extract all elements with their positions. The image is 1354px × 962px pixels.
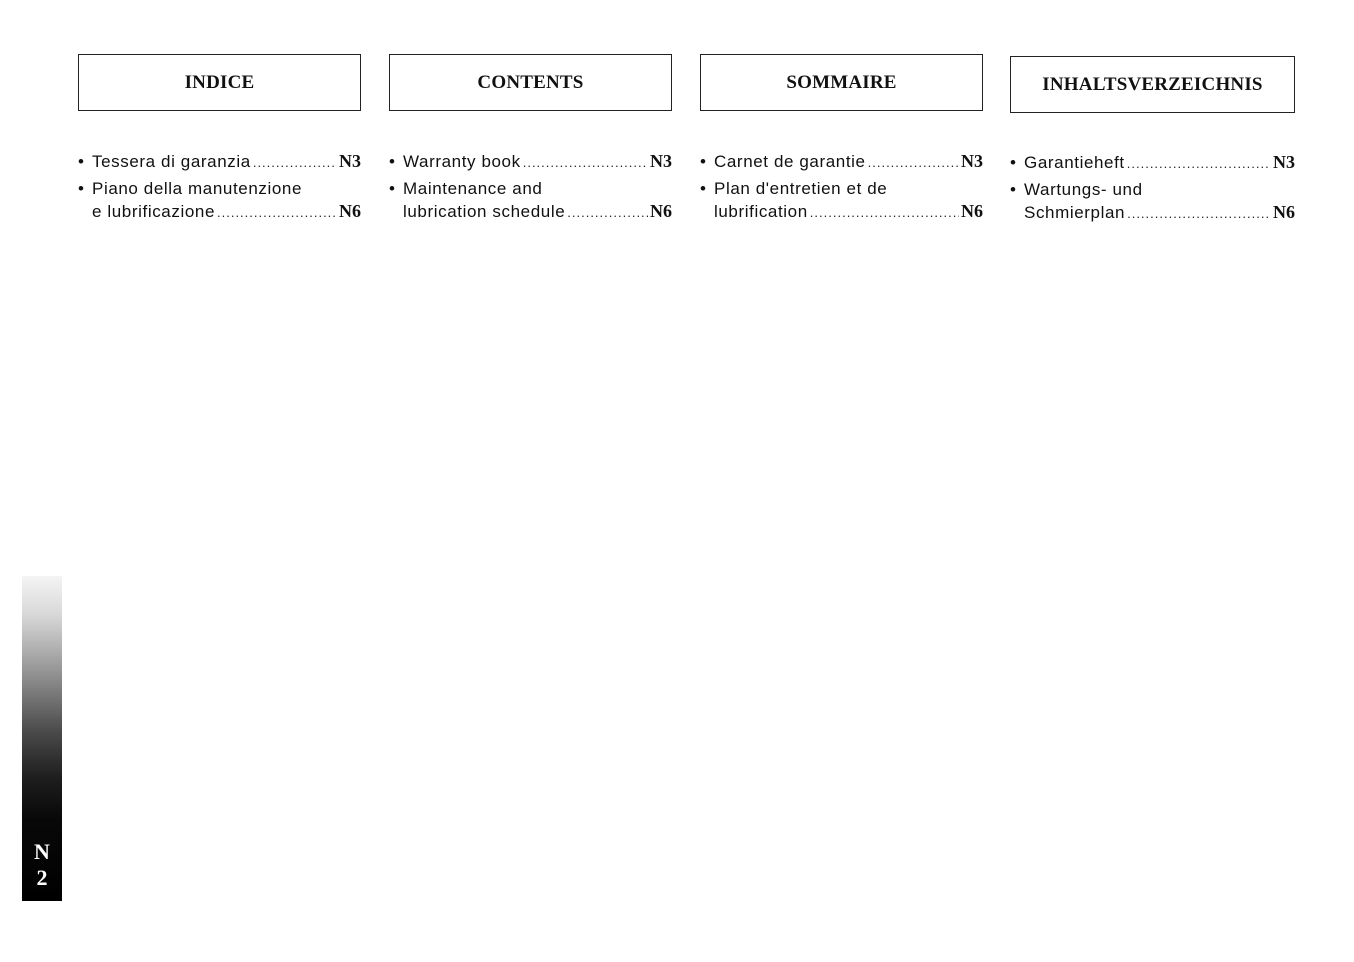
- toc-column-english: [389, 54, 672, 224]
- toc-page-ref: N6: [961, 201, 983, 221]
- toc-page-ref: N3: [650, 151, 672, 171]
- dot-leader: [1127, 152, 1271, 175]
- toc-entry[interactable]: [700, 150, 983, 174]
- bullet-icon: •: [78, 179, 85, 198]
- toc-entry-label: Plan d'entretien et de: [714, 179, 888, 198]
- dot-leader: [567, 201, 648, 224]
- dot-leader: [1127, 202, 1271, 225]
- toc-entry[interactable]: [78, 177, 361, 224]
- toc-entry-label: Garantieheft: [1024, 153, 1125, 172]
- dot-leader: [523, 151, 648, 174]
- section-side-tab: [22, 576, 62, 901]
- toc-entries-german: [1010, 151, 1295, 225]
- toc-entry[interactable]: [389, 177, 672, 224]
- dot-leader: [217, 201, 337, 224]
- bullet-icon: •: [389, 152, 396, 171]
- toc-entry[interactable]: [78, 150, 361, 174]
- bullet-icon: •: [78, 152, 85, 171]
- dot-leader: [810, 201, 959, 224]
- toc-page-ref: N3: [339, 151, 361, 171]
- toc-entry-label: e lubrificazione: [92, 202, 215, 221]
- toc-entries-french: [700, 150, 983, 224]
- toc-entry-label: Tessera di garanzia: [92, 152, 251, 171]
- toc-column-german: [1010, 56, 1295, 225]
- toc-entry-label: Warranty book: [403, 152, 521, 171]
- toc-column-italian: [78, 54, 361, 224]
- bullet-icon: •: [700, 152, 707, 171]
- toc-entry[interactable]: [1010, 178, 1295, 225]
- toc-page-ref: N6: [1273, 202, 1295, 222]
- dot-leader: [868, 151, 959, 174]
- toc-entries-english: [389, 150, 672, 224]
- toc-entry[interactable]: [700, 177, 983, 224]
- section-letter: N: [34, 839, 50, 864]
- toc-entry-label: Piano della manutenzione: [92, 179, 303, 198]
- bullet-icon: •: [1010, 180, 1017, 199]
- side-tab-label: [22, 839, 62, 891]
- toc-entry-label: lubrication schedule: [403, 202, 566, 221]
- toc-entry-label: Schmierplan: [1024, 203, 1126, 222]
- toc-page-ref: N6: [339, 201, 361, 221]
- toc-entry[interactable]: [389, 150, 672, 174]
- toc-entry[interactable]: [1010, 151, 1295, 175]
- toc-page-ref: N6: [650, 201, 672, 221]
- dot-leader: [253, 151, 337, 174]
- toc-page-ref: N3: [1273, 152, 1295, 172]
- toc-header-english: CONTENTS: [389, 54, 672, 111]
- bullet-icon: •: [389, 179, 396, 198]
- toc-entry-label: Maintenance and: [403, 179, 543, 198]
- toc-header-italian: INDICE: [78, 54, 361, 111]
- toc-entries-italian: [78, 150, 361, 224]
- page-number: 2: [36, 865, 48, 890]
- toc-header-french: SOMMAIRE: [700, 54, 983, 111]
- bullet-icon: •: [700, 179, 707, 198]
- bullet-icon: •: [1010, 153, 1017, 172]
- toc-column-french: [700, 54, 983, 224]
- toc-entry-label: Carnet de garantie: [714, 152, 866, 171]
- toc-entry-label: lubrification: [714, 202, 808, 221]
- toc-entry-label: Wartungs- und: [1024, 180, 1143, 199]
- toc-page-ref: N3: [961, 151, 983, 171]
- toc-header-german: INHALTSVERZEICHNIS: [1010, 56, 1295, 113]
